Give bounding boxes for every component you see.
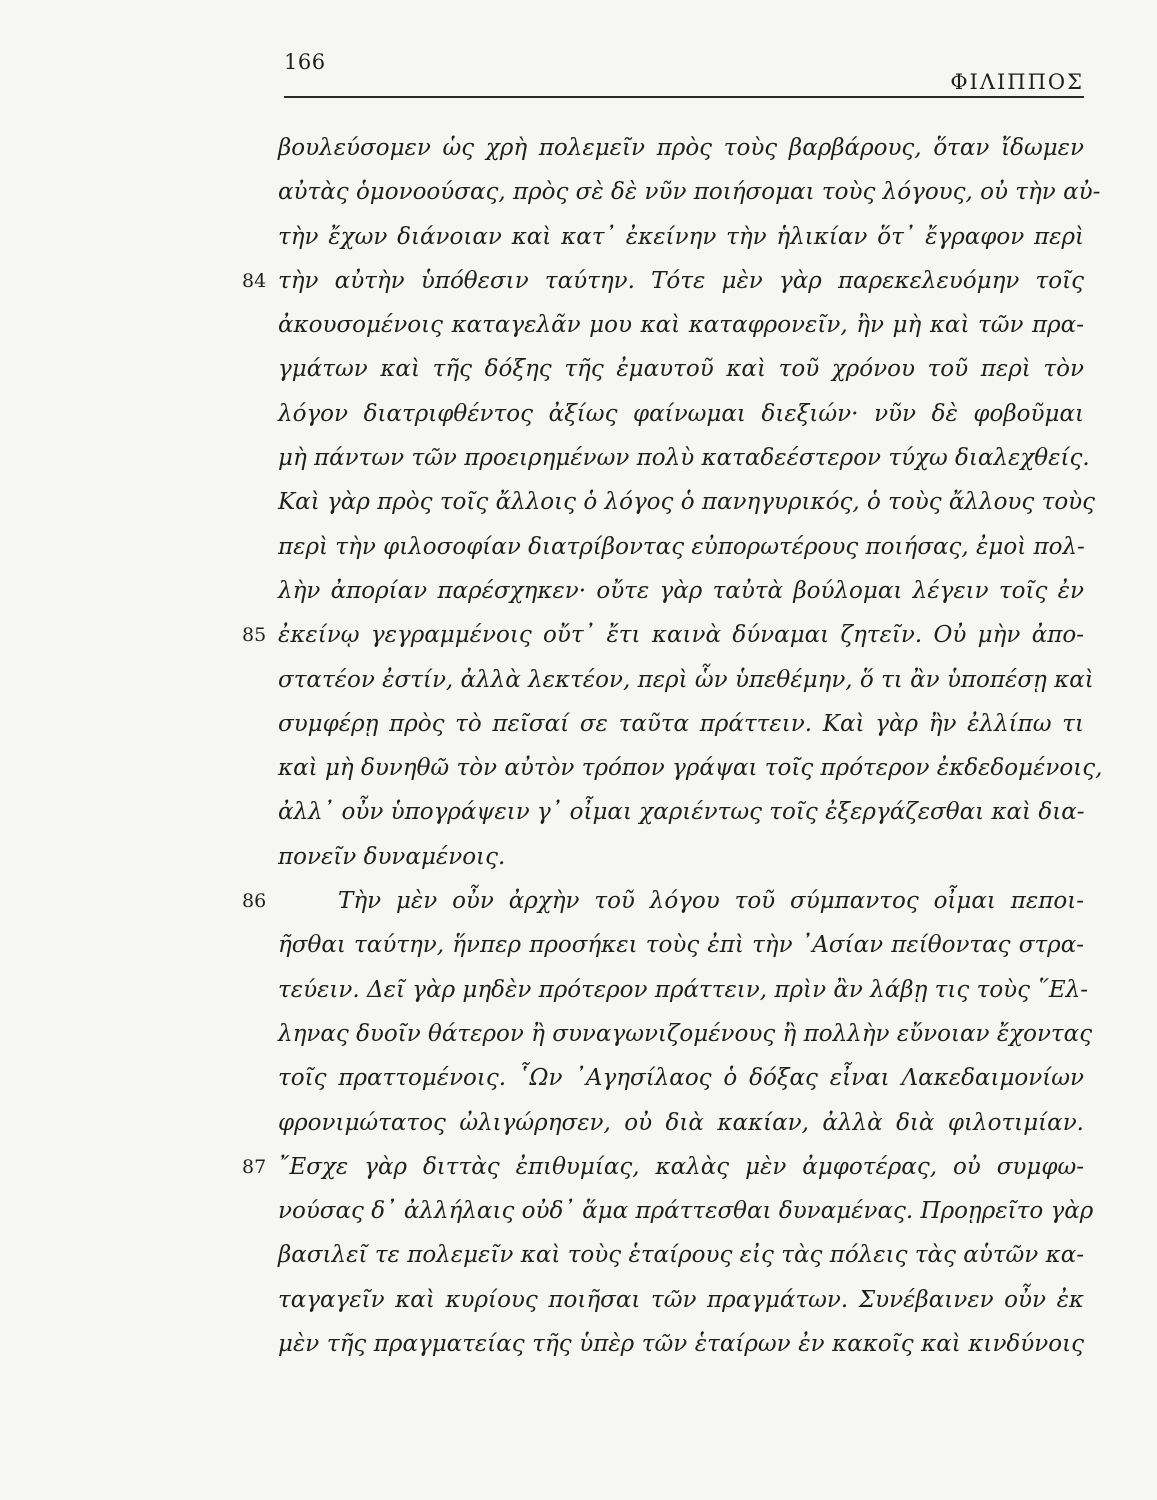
line-text: ἀλλ᾽ οὖν ὑπογράψειν γ᾽ οἶμαι χαριέντως τοῖς ἐξεργάζεσθαι καὶ δια- <box>278 799 1085 826</box>
text-line <box>278 392 1084 436</box>
line-text: καὶ μὴ δυνηθῶ τὸν αὐτὸν τρόπον γράψαι τοῖς πρότερον ἐκδεδομένοις, <box>278 755 1103 782</box>
line-text: Τὴν μὲν οὖν ἀρχὴν τοῦ λόγου τοῦ σύμπαντος οἶμαι πεποι- <box>338 888 1084 915</box>
line-text: νούσας δ᾽ ἀλλήλαις οὐδ᾽ ἅμα πράττεσθαι δυναμένας. Προῃρεῖτο γὰρ <box>278 1198 1094 1225</box>
line-text: Καὶ γὰρ πρὸς τοῖς ἄλλοις ὁ λόγος ὁ πανηγυρικός, ὁ τοὺς ἄλλους τοὺς <box>278 489 1096 516</box>
text-line <box>242 1145 1084 1189</box>
page-header <box>284 50 1084 98</box>
line-text: ῆσθαι ταύτην, ἥνπερ προσήκει τοὺς ἐπὶ τὴν ᾿Ασίαν πείθοντας στρα- <box>278 932 1084 959</box>
section-number: 87 <box>242 1155 267 1178</box>
text-line <box>278 1233 1084 1277</box>
text-line <box>278 746 1103 790</box>
text-line <box>242 259 1084 303</box>
line-text: λὴν ἀπορίαν παρέσχηκεν· οὔτε γὰρ ταὐτὰ βούλομαι λέγειν τοῖς ἐν <box>278 577 1084 604</box>
text-line <box>278 1278 1084 1322</box>
text-line <box>278 436 1090 480</box>
text-line <box>278 968 1088 1012</box>
text-line <box>278 303 1084 347</box>
text-line <box>278 126 1084 170</box>
line-text: ἐκείνῳ γεγραμμένοις οὔτ᾽ ἔτι καινὰ δύναμαι ζητεῖν. Οὐ μὴν ἀπο- <box>278 622 1084 649</box>
line-text: πονεῖν δυναμένοις. <box>278 843 506 870</box>
line-text: μὲν τῆς πραγματείας τῆς ὑπὲρ τῶν ἑταίρων ἐν κακοῖς καὶ κινδύνοις <box>278 1331 1084 1358</box>
text-line <box>278 215 1084 259</box>
line-text: βουλεύσομεν ὡς χρὴ πολεμεῖν πρὸς τοὺς βαρβάρους, ὅταν ἴδωμεν <box>278 135 1084 161</box>
text-line <box>278 923 1084 967</box>
line-text: ἀκουσομένοις καταγελᾶν μου καὶ καταφρονεῖν, ἢν μὴ καὶ τῶν πρα- <box>278 312 1084 339</box>
text-line <box>278 1322 1084 1366</box>
line-text: μὴ πάντων τῶν προειρημένων πολὺ καταδεέστερον τύχω διαλεχθείς. <box>278 445 1090 472</box>
section-number: 86 <box>242 890 267 913</box>
line-text: ληνας δυοῖν θάτερον ἢ συναγωνιζομένους ἢ πολλὴν εὔνοιαν ἔχοντας <box>278 1020 1093 1047</box>
text-line <box>278 790 1084 834</box>
line-text: τοῖς πραττομένοις. ῟Ων ᾿Αγησίλαος ὁ δόξας εἶναι Λακεδαιμονίων <box>278 1065 1084 1092</box>
section-number: 84 <box>242 269 267 292</box>
line-text: συμφέρῃ πρὸς τὸ πεῖσαί σε ταῦτα πράττειν. Καὶ γὰρ ἢν ἐλλίπω τι <box>278 710 1084 737</box>
text-line <box>242 879 1084 923</box>
text-line <box>278 1012 1093 1056</box>
line-text: λόγον διατριφθέντος ἀξίως φαίνωμαι διεξιών· νῦν δὲ φοβοῦμαι <box>278 400 1084 427</box>
line-text: ταγαγεῖν καὶ κυρίους ποιῆσαι τῶν πραγμάτων. Συνέβαινεν οὖν ἐκ <box>278 1286 1084 1313</box>
line-text: φρονιμώτατος ὠλιγώρησεν, οὐ διὰ κακίαν, ἀλλὰ διὰ φιλοτιμίαν. <box>278 1109 1084 1136</box>
text-line <box>278 1056 1084 1100</box>
line-text: τὴν ἔχων διάνοιαν καὶ κατ᾽ ἐκείνην τὴν ἡλικίαν ὅτ᾽ ἔγραφον περὶ <box>278 223 1084 250</box>
text-line <box>278 658 1094 702</box>
line-text: αὐτὰς ὁμονοούσας, πρὸς σὲ δὲ νῦν ποιήσομαι τοὺς λόγους, οὐ τὴν αὐ- <box>278 179 1101 206</box>
text-line <box>278 569 1084 613</box>
line-text: γμάτων καὶ τῆς δόξης τῆς ἐμαυτοῦ καὶ τοῦ χρόνου τοῦ περὶ τὸν <box>278 356 1084 383</box>
section-number: 85 <box>242 624 267 647</box>
line-text: περὶ τὴν φιλοσοφίαν διατρίβοντας εὐπορωτέρους ποιήσας, ἐμοὶ πολ- <box>278 533 1085 560</box>
line-text: τὴν αὐτὴν ὑπόθεσιν ταύτην. Τότε μὲν γὰρ παρεκελευόμην τοῖς <box>278 267 1084 294</box>
line-text: στατέον ἐστίν, ἀλλὰ λεκτέον, περὶ ὧν ὑπεθέμην, ὅ τι ἂν ὑποπέσῃ καὶ <box>278 666 1094 693</box>
text-line <box>278 525 1084 569</box>
text-line <box>278 835 1084 879</box>
running-title: ΦΙΛΙΠΠΟΣ <box>950 70 1084 94</box>
main-text <box>242 126 1103 1366</box>
text-line <box>278 702 1084 746</box>
text-line <box>278 347 1084 391</box>
text-line <box>278 480 1096 524</box>
line-text: βασιλεῖ τε πολεμεῖν καὶ τοὺς ἑταίρους εἰς τὰς πόλεις τὰς αὑτῶν κα- <box>278 1242 1084 1269</box>
text-line <box>278 170 1101 214</box>
page-number: 166 <box>284 50 326 74</box>
line-text: τεύειν. Δεῖ γὰρ μηδὲν πρότερον πράττειν, πρὶν ἂν λάβῃ τις τοὺς ῞Ελ- <box>278 976 1088 1003</box>
text-line <box>278 1101 1084 1145</box>
line-text: ῎Εσχε γὰρ διττὰς ἐπιθυμίας, καλὰς μὲν ἀμφοτέρας, οὐ συμφω- <box>278 1153 1084 1180</box>
header-rule <box>284 96 1084 98</box>
text-line <box>278 1189 1094 1233</box>
text-line <box>242 613 1084 657</box>
